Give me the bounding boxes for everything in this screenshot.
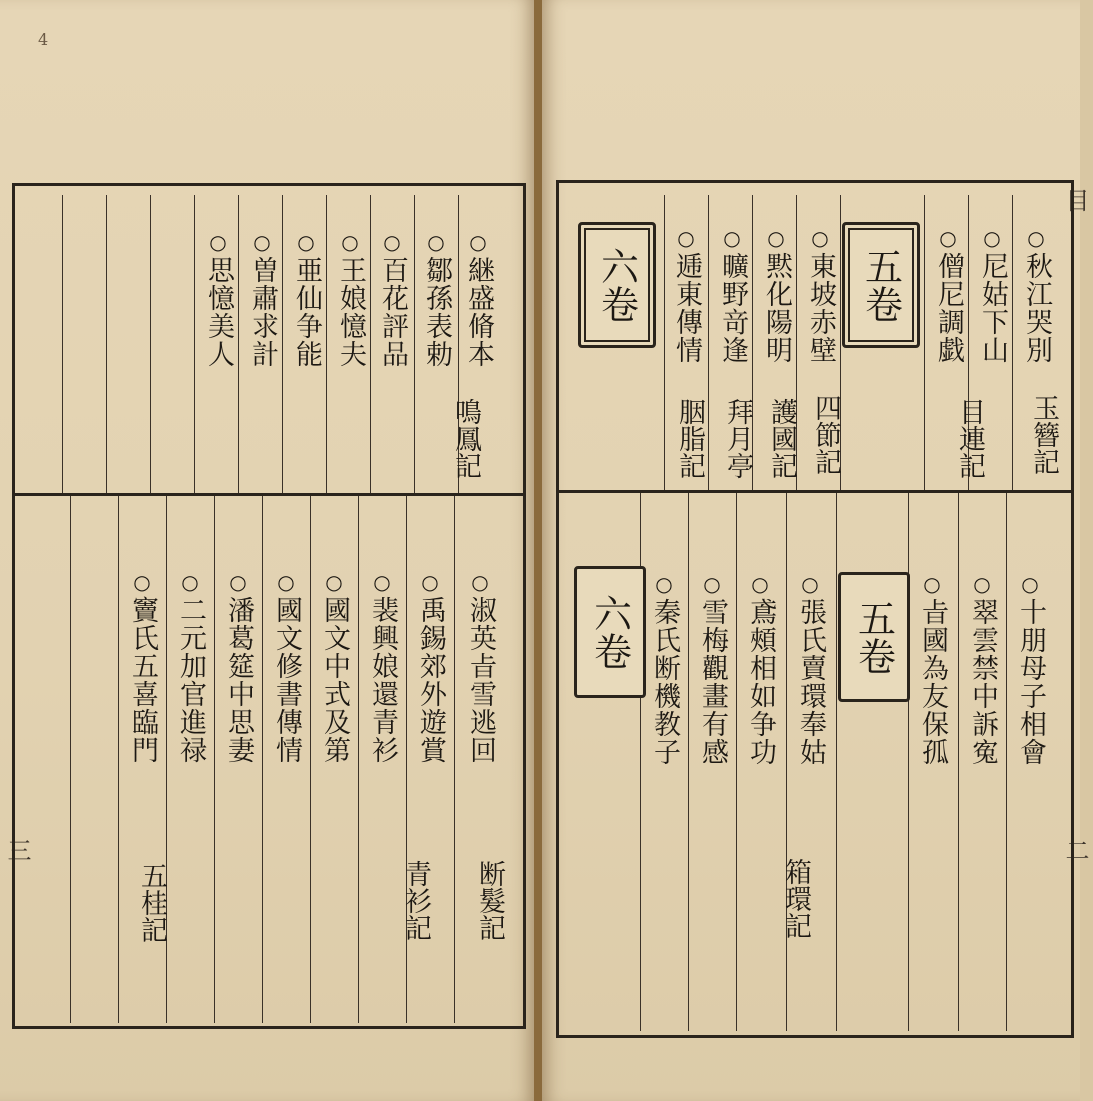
entry-left-upper-1: ○ 継盛脩本 — [463, 230, 494, 368]
entry-right-lower-4: ○ 張氏賣環奉姑 — [795, 572, 826, 766]
entry-left-lower-4: ○ 國文中式及第 — [319, 570, 350, 764]
entry-right-lower-7: ○ 秦氏断機教子 — [649, 572, 680, 766]
source-right-lower: 箱環記 — [780, 858, 811, 939]
column-rule — [454, 496, 455, 1023]
entry-right-upper-5: ○ 黙化陽明 — [761, 226, 792, 364]
left-divider — [12, 493, 523, 496]
edge-mark-right: 二 — [1061, 838, 1089, 862]
entry-left-upper-2: ○ 鄒孫表勅 — [421, 230, 452, 368]
column-rule — [194, 195, 195, 493]
entry-left-lower-8: ○ 竇氏五喜臨門 — [127, 570, 158, 764]
column-rule — [166, 496, 167, 1023]
entry-left-upper-6: ○ 曽肅求計 — [247, 230, 278, 368]
source-right-upper-1: 玉簪記 — [1028, 394, 1059, 475]
source-left-upper: 鳴鳳記 — [450, 398, 481, 479]
volume-label-right-lower-5: 五卷 — [838, 572, 910, 702]
column-rule — [150, 195, 151, 493]
column-rule — [358, 496, 359, 1023]
column-rule — [924, 195, 925, 490]
column-rule — [310, 496, 311, 1023]
column-rule — [118, 496, 119, 1023]
column-rule — [688, 493, 689, 1031]
edge-mark-right-top: 目 — [1061, 188, 1089, 212]
entry-right-lower-3: ○ 㫖國為友保孤 — [917, 572, 948, 766]
column-rule — [62, 195, 63, 493]
column-rule — [958, 493, 959, 1031]
column-rule — [262, 496, 263, 1023]
entry-left-lower-3: ○ 裴興娘還青衫 — [367, 570, 398, 764]
book-gutter — [534, 0, 542, 1101]
source-left-lower-2: 青衫記 — [400, 860, 431, 941]
entry-right-upper-1: ○ 秋江哭別 — [1021, 226, 1052, 364]
entry-left-lower-6: ○ 潘葛筵中思妻 — [223, 570, 254, 764]
source-right-upper-5: 拜月亭 — [722, 398, 753, 479]
right-divider — [556, 490, 1071, 493]
entry-right-upper-7: ○ 逓東傳情 — [671, 226, 702, 364]
source-left-lower-3: 五桂記 — [136, 862, 167, 943]
column-rule — [214, 496, 215, 1023]
entry-left-lower-7: ○ 二元加官進禄 — [175, 570, 206, 764]
entry-left-upper-3: ○ 百花評品 — [377, 230, 408, 368]
entry-right-upper-2: ○ 尼姑下山 — [977, 226, 1008, 364]
volume-label-right-upper-6: 六卷 — [578, 222, 656, 348]
volume-label-right-lower-6: 六卷 — [574, 566, 646, 698]
entry-right-lower-6: ○ 雪梅觀畫有感 — [697, 572, 728, 766]
source-right-upper-6: 胭脂記 — [674, 398, 705, 479]
entry-right-lower-5: ○ 鳶頰相如争功 — [745, 572, 776, 766]
column-rule — [106, 195, 107, 493]
entry-left-upper-5: ○ 亜仙争能 — [291, 230, 322, 368]
source-right-upper-2: 目連記 — [954, 398, 985, 479]
column-rule — [70, 496, 71, 1023]
page-number: 4 — [38, 30, 49, 49]
source-right-upper-4: 護國記 — [766, 398, 797, 479]
entry-right-upper-6: ○ 曠野竒逢 — [717, 226, 748, 364]
entry-right-upper-3: ○ 僧尼調戯 — [933, 226, 964, 364]
entry-left-upper-4: ○ 王娘憶夫 — [335, 230, 366, 368]
entry-right-lower-1: ○ 十朋母子相會 — [1015, 572, 1046, 766]
entry-left-upper-7: ○ 思憶美人 — [203, 230, 234, 368]
source-right-upper-3: 四節記 — [810, 394, 841, 475]
entry-right-upper-4: ○ 東坡赤壁 — [805, 226, 836, 364]
column-rule — [786, 493, 787, 1031]
source-left-lower-1: 断髮記 — [474, 860, 505, 941]
entry-right-lower-2: ○ 翠雲禁中訴寃 — [967, 572, 998, 766]
entry-left-lower-5: ○ 國文修書傳情 — [271, 570, 302, 764]
column-rule — [406, 496, 407, 1023]
edge-mark-left: 三 — [3, 838, 31, 862]
column-rule — [1006, 493, 1007, 1031]
column-rule — [736, 493, 737, 1031]
column-rule — [836, 493, 837, 1031]
entry-left-lower-1: ○ 淑英㫖雪逃回 — [465, 570, 496, 764]
entry-left-lower-2: ○ 禹錫郊外遊賞 — [415, 570, 446, 764]
volume-label-right-upper-5: 五卷 — [842, 222, 920, 348]
